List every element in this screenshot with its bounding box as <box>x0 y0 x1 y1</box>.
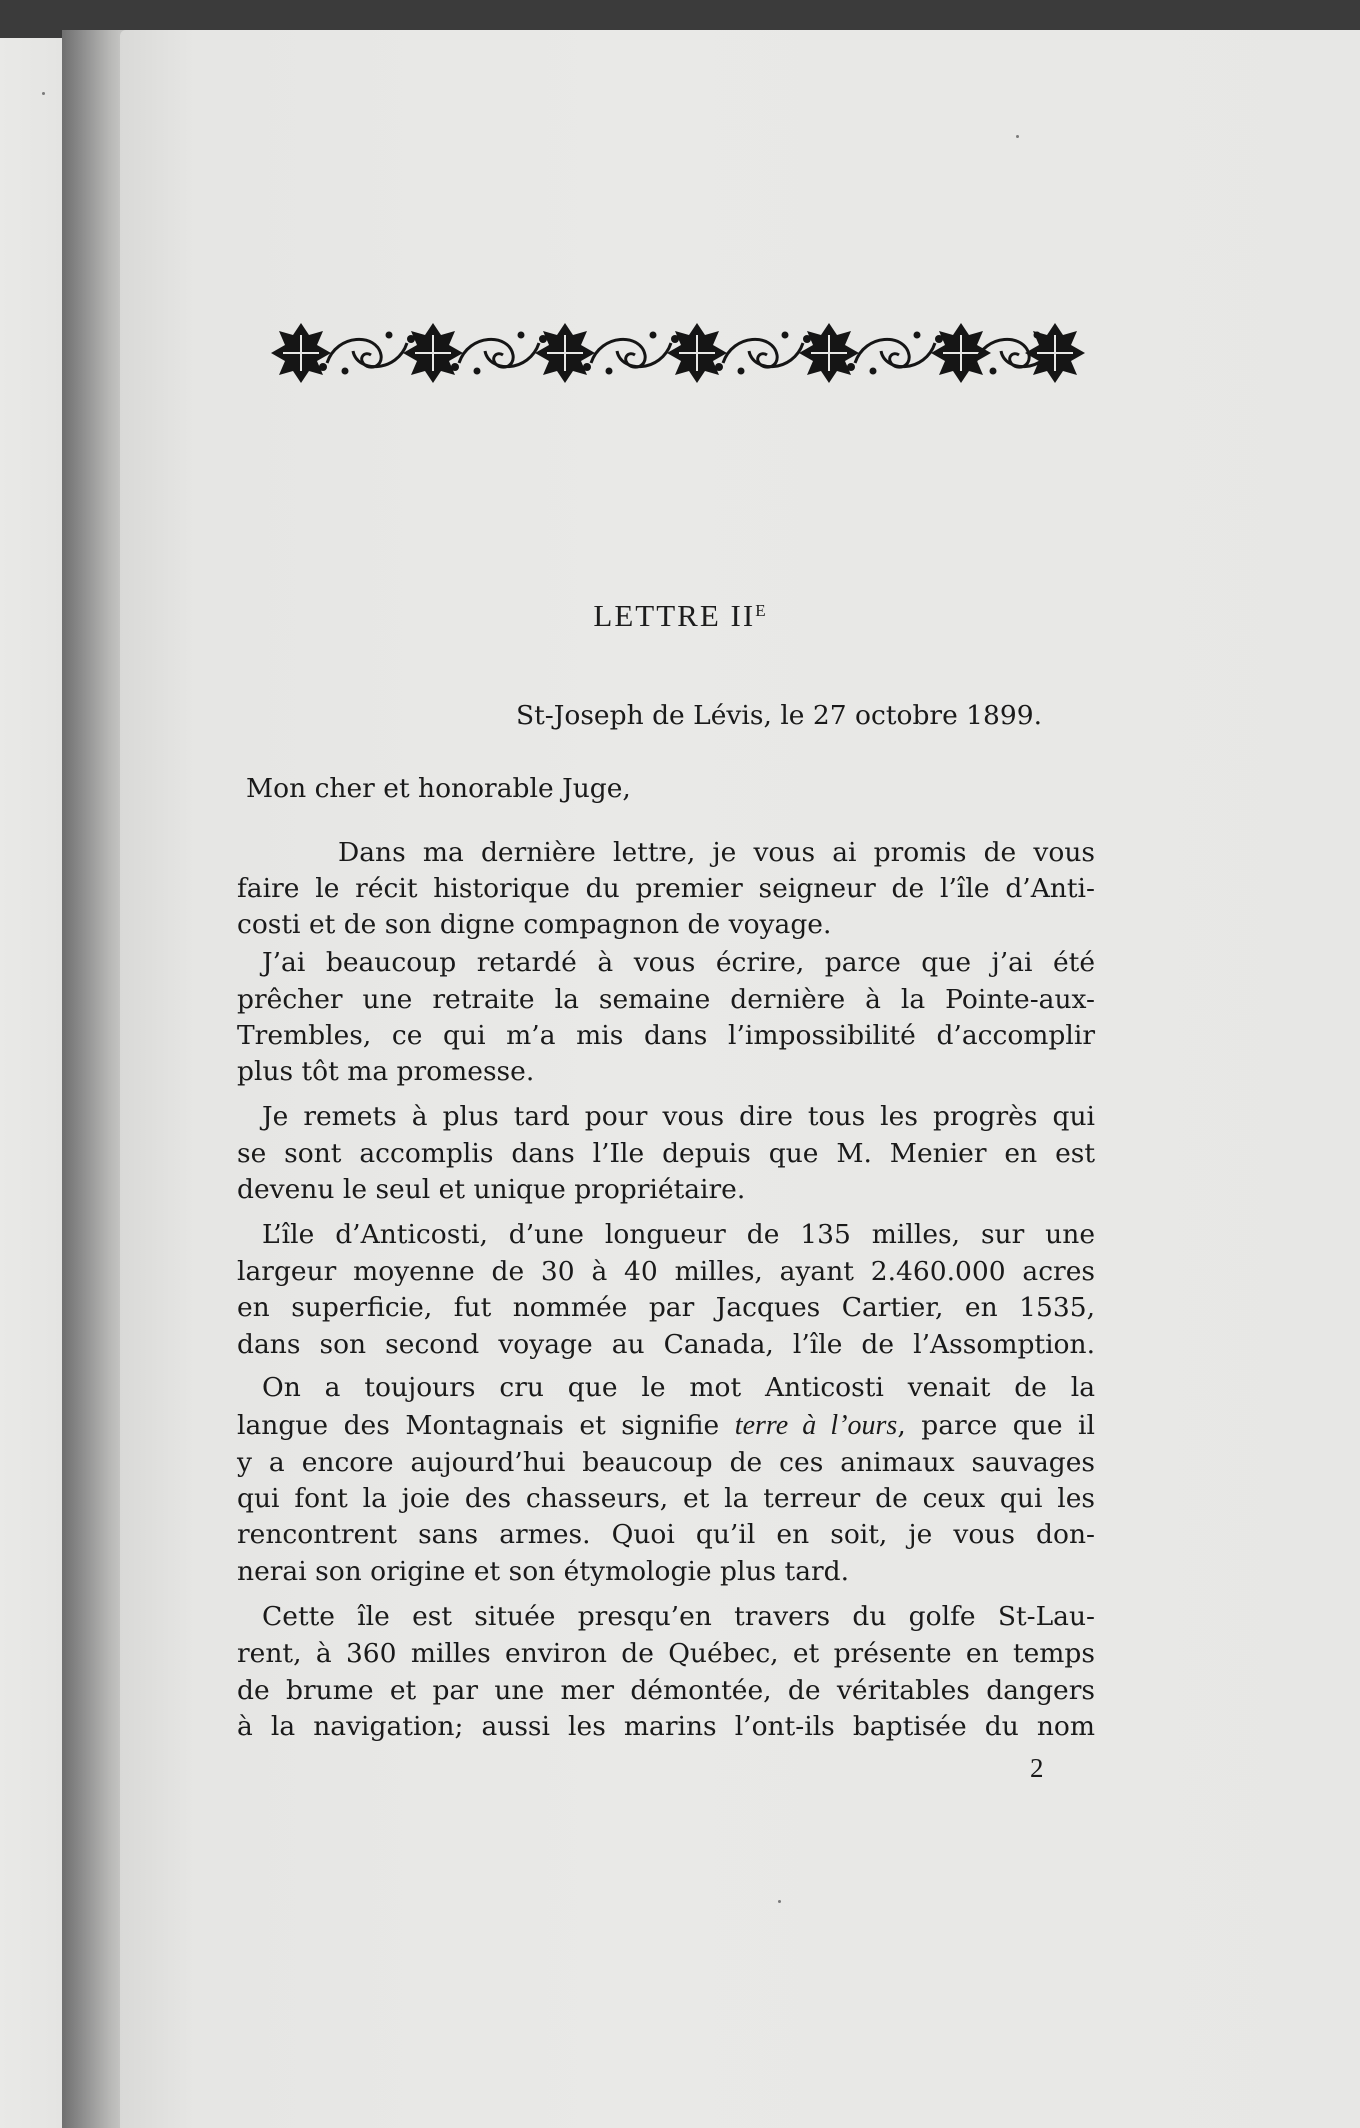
paragraph-6-line-4: à la navigation; aussi les marins l’ont-ils baptisée du nom <box>237 1711 1095 1742</box>
paragraph-5-line-5: rencontrent sans armes. Quoi qu’il en soit, je vous don- <box>237 1519 1095 1550</box>
paragraph-4-line-3: en superficie, fut nommée par Jacques Cartier, en 1535, <box>237 1292 1095 1323</box>
paragraph-6-line-1: Cette île est située presqu’en travers du golfe St-Lau- <box>262 1601 1095 1632</box>
paragraph-2-line-2: prêcher une retraite la semaine dernière à la Pointe-aux- <box>237 984 1095 1015</box>
letter-heading-text: LETTRE II <box>593 598 756 633</box>
paragraph-2-line-1: J’ai beaucoup retardé à vous écrire, parce que j’ai été <box>262 947 1095 978</box>
paper-speck <box>42 92 45 95</box>
paragraph-4-line-2: largeur moyenne de 30 à 40 milles, ayant 2.460.000 acres <box>237 1256 1095 1287</box>
paragraph-5-line-3: y a encore aujourd’hui beaucoup de ces animaux sauvages <box>237 1447 1095 1478</box>
paragraph-2-line-4: plus tôt ma promesse. <box>237 1056 535 1087</box>
paragraph-5-italic-phrase: terre à l’ours <box>734 1410 898 1441</box>
paper-speck <box>1016 135 1019 138</box>
letter-heading-superscript: E <box>755 601 767 620</box>
page-number: 2 <box>1030 1753 1044 1783</box>
paragraph-5-line-2-end: , parce que il <box>897 1410 1095 1441</box>
paragraph-4-line-4: dans son second voyage au Canada, l’île de l’Assomption. <box>237 1329 1095 1360</box>
paragraph-5-line-4: qui font la joie des chasseurs, et la terreur de ceux qui les <box>237 1483 1095 1514</box>
paper-speck <box>778 1900 781 1903</box>
paragraph-3-line-1: Je remets à plus tard pour vous dire tous les progrès qui <box>262 1101 1095 1132</box>
paragraph-4-line-1: L’île d’Anticosti, d’une longueur de 135 milles, sur une <box>262 1219 1095 1250</box>
paragraph-3-line-3: devenu le seul et unique propriétaire. <box>237 1174 746 1205</box>
paragraph-5-line-2-start: langue des Montagnais et signifie <box>237 1410 735 1441</box>
paragraph-5-line-6: nerai son origine et son étymologie plus tard. <box>237 1556 850 1587</box>
paragraph-1-line-1: Dans ma dernière lettre, je vous ai promis de vous <box>338 837 1095 868</box>
paragraph-6-line-3: de brume et par une mer démontée, de véritables dangers <box>237 1675 1095 1706</box>
paragraph-5-line-1: On a toujours cru que le mot Anticosti venait de la <box>262 1372 1095 1403</box>
paragraph-1-line-2: faire le récit historique du premier seigneur de l’île d’Anti- <box>237 873 1095 904</box>
paragraph-3-line-2: se sont accomplis dans l’Ile depuis que M. Menier en est <box>237 1138 1095 1169</box>
salutation: Mon cher et honorable Juge, <box>246 773 631 804</box>
letter-heading <box>0 598 1360 634</box>
dateline: St-Joseph de Lévis, le 27 octobre 1899. <box>516 700 1043 731</box>
paragraph-5-line-2 <box>237 1409 1095 1445</box>
paragraph-2-line-3: Trembles, ce qui m’a mis dans l’impossibilité d’accomplir <box>237 1020 1095 1051</box>
paragraph-1-line-3: costi et de son digne compagnon de voyage. <box>237 909 832 940</box>
paragraph-6-line-2: rent, à 360 milles environ de Québec, et présente en temps <box>237 1638 1095 1669</box>
ornament-band-icon <box>263 313 1088 393</box>
